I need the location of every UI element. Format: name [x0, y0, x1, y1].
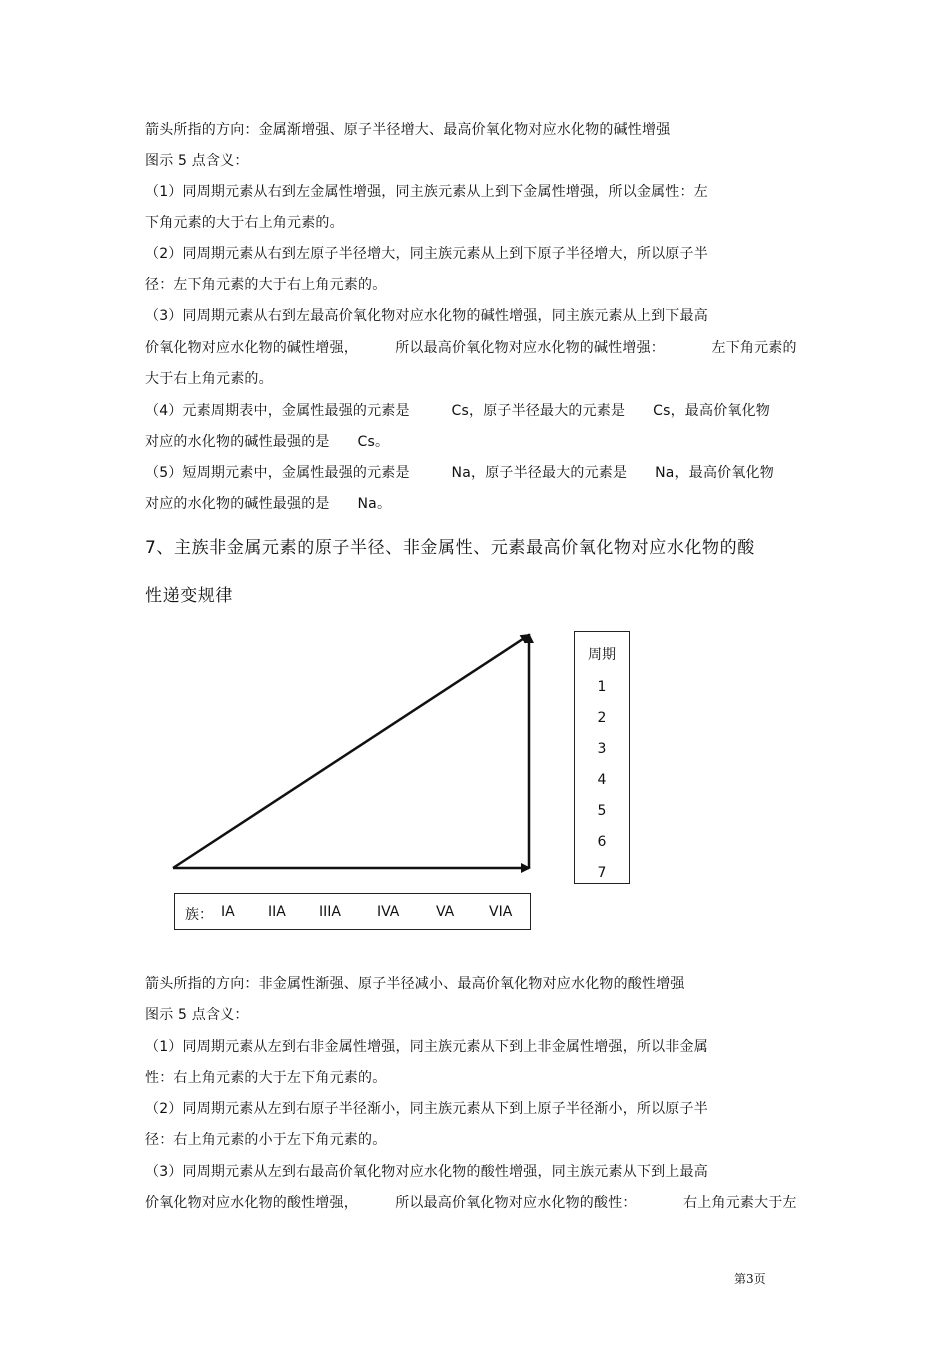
- paragraph-line: （5）短周期元素中，金属性最强的元素是 Na，原子半径最大的元素是 Na，最高价氧化物: [145, 465, 774, 481]
- period-number: 3: [597, 741, 607, 757]
- paragraph-line: 径：右上角元素的小于左下角元素的。: [145, 1132, 387, 1148]
- paragraph-line: 对应的水化物的碱性最强的是 Na。: [145, 496, 392, 512]
- group-name: IIA: [268, 904, 286, 920]
- meaning-title: 图示 5 点含义：: [145, 1007, 249, 1023]
- period-number: 7: [597, 865, 607, 881]
- period-number: 4: [597, 772, 607, 788]
- paragraph-line: （4）元素周期表中，金属性最强的元素是 Cs，原子半径最大的元素是 Cs，最高价氧化物: [145, 403, 770, 419]
- paragraph-line: （1）同周期元素从右到左金属性增强，同主族元素从上到下金属性增强，所以金属性：左: [145, 184, 708, 200]
- group-label: 族：: [185, 907, 213, 923]
- group-name: IA: [221, 904, 235, 920]
- page-number: 第3页: [734, 1272, 766, 1286]
- paragraph-line: （3）同周期元素从左到右最高价氧化物对应水化物的酸性增强，同主族元素从下到上最高: [145, 1164, 708, 1180]
- section-heading-continued: 性递变规律: [145, 586, 233, 606]
- diagonal-arrow: [173, 635, 529, 868]
- paragraph-line: 价氧化物对应水化物的碱性增强， 所以最高价氧化物对应水化物的碱性增强： 左下角元素的: [145, 340, 797, 356]
- period-number: 2: [597, 710, 607, 726]
- paragraph-line: 性：右上角元素的大于左下角元素的。: [145, 1070, 387, 1086]
- paragraph-line: （1）同周期元素从左到右非金属性增强，同主族元素从下到上非金属性增强，所以非金属: [145, 1039, 708, 1055]
- groups-box: [174, 893, 531, 930]
- paragraph-line: （2）同周期元素从右到左原子半径增大，同主族元素从上到下原子半径增大，所以原子半: [145, 246, 708, 262]
- group-name: IIIA: [319, 904, 341, 920]
- periods-box: [574, 631, 630, 884]
- paragraph-line: 下角元素的大于右上角元素的。: [145, 215, 344, 231]
- period-label: 周期: [588, 647, 616, 663]
- meaning-title: 图示 5 点含义：: [145, 153, 249, 169]
- paragraph-line: 价氧化物对应水化物的酸性增强， 所以最高价氧化物对应水化物的酸性： 右上角元素大于左: [145, 1195, 797, 1211]
- paragraph-line: 对应的水化物的碱性最强的是 Cs。: [145, 434, 390, 450]
- period-number: 6: [597, 834, 607, 850]
- paragraph-line: 大于右上角元素的。: [145, 371, 273, 387]
- group-name: VIA: [489, 904, 513, 920]
- section-heading: 7、主族非金属元素的原子半径、非金属性、元素最高价氧化物对应水化物的酸: [145, 538, 755, 558]
- arrow-direction-text: 箭头所指的方向：金属渐增强、原子半径增大、最高价氧化物对应水化物的碱性增强: [145, 122, 671, 138]
- paragraph-line: （2）同周期元素从左到右原子半径渐小，同主族元素从下到上原子半径渐小，所以原子半: [145, 1101, 708, 1117]
- group-name: IVA: [377, 904, 400, 920]
- paragraph-line: 径：左下角元素的大于右上角元素的。: [145, 277, 387, 293]
- period-number: 5: [597, 803, 607, 819]
- group-name: VA: [436, 904, 455, 920]
- period-number: 1: [597, 679, 607, 695]
- trend-arrow-diagram: [165, 625, 645, 935]
- paragraph-line: （3）同周期元素从右到左最高价氧化物对应水化物的碱性增强，同主族元素从上到下最高: [145, 308, 708, 324]
- arrow-direction-text: 箭头所指的方向：非金属性渐强、原子半径减小、最高价氧化物对应水化物的酸性增强: [145, 976, 685, 992]
